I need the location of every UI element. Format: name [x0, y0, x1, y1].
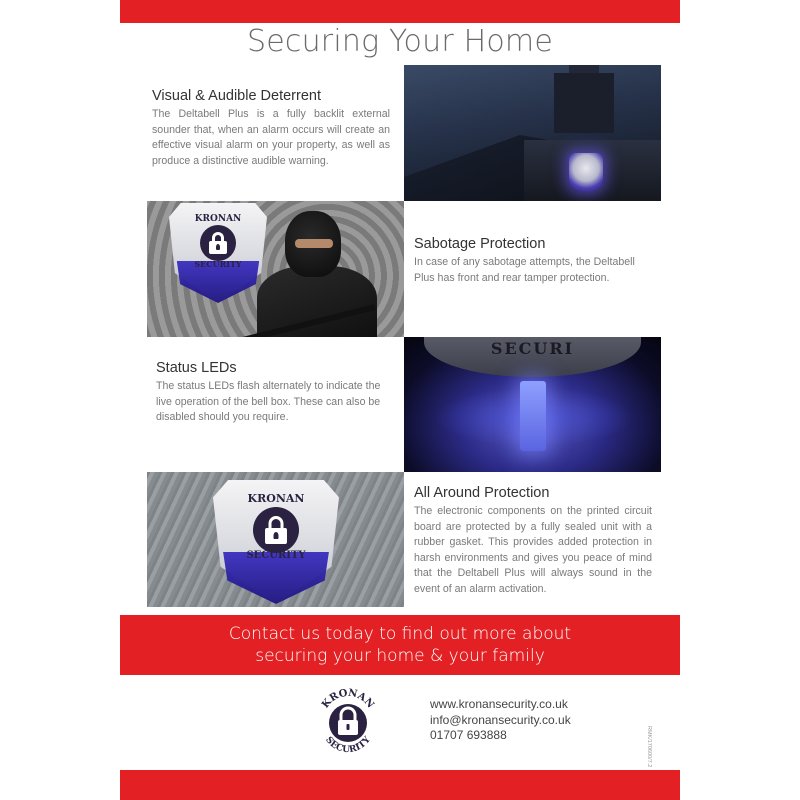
- section-heading: All Around Protection: [414, 485, 550, 501]
- website-link[interactable]: www.kronansecurity.co.uk: [430, 697, 568, 711]
- sounder-product-icon: KRONAN SECURITY: [169, 203, 267, 303]
- section-body: The electronic components on the printed circuit board are protected by a fully sealed unit with a rubber gasket. This provides added protection in harsh environments and gives you peace of mind that the Deltabell Plus will always sound in the event of an alarm activation.: [414, 505, 652, 595]
- brochure-page: [120, 0, 680, 800]
- section-status-leds: [156, 360, 394, 426]
- logo-brand-bottom: SECURITY: [323, 735, 373, 756]
- section-sabotage: [414, 236, 652, 286]
- print-reference: RMK/170600/7.2: [646, 726, 652, 768]
- section-heading: Sabotage Protection: [414, 236, 546, 252]
- contact-line-1: Contact us today to find out more about: [228, 624, 572, 644]
- led-closeup-photo: SECURI: [404, 337, 661, 472]
- contact-details: [430, 697, 571, 744]
- top-red-bar: [120, 0, 680, 23]
- section-all-around: [414, 485, 652, 598]
- padlock-icon: [264, 516, 288, 544]
- wall-mounted-sounder-photo: [147, 472, 404, 607]
- section-heading: Visual & Audible Deterrent: [152, 88, 322, 104]
- section-body: The status LEDs flash alternately to indicate the live operation of the bell box. These can also be disabled should you require.: [156, 380, 381, 424]
- phone-number: 01707 693888: [430, 728, 507, 742]
- bottom-red-bar: [120, 770, 680, 800]
- page-title: Securing Your Home: [246, 24, 553, 59]
- email-link[interactable]: info@kronansecurity.co.uk: [430, 712, 571, 727]
- sounder-product-icon: KRONAN SECURITY: [213, 480, 339, 604]
- section-heading: Status LEDs: [156, 360, 237, 376]
- status-led-icon: [520, 381, 546, 451]
- contact-banner: [120, 615, 680, 675]
- glowing-sounder-icon: [569, 153, 603, 191]
- logo-brand-top: KRONAN: [320, 687, 376, 711]
- section-body: In case of any sabotage attempts, the Deltabell Plus has front and rear tamper protection.: [414, 256, 635, 284]
- section-body: The Deltabell Plus is a fully backlit external sounder that, when an alarm occurs will create an effective visual alarm on your property, as well as produce a distinctive audible warning.: [152, 108, 390, 167]
- contact-line-2: securing your home & your family: [255, 646, 545, 666]
- section-visual-audible: [152, 88, 390, 169]
- burglar-photo: [147, 201, 404, 337]
- padlock-icon: [208, 232, 228, 254]
- night-house-photo: [404, 65, 661, 201]
- kronan-logo: [316, 686, 380, 758]
